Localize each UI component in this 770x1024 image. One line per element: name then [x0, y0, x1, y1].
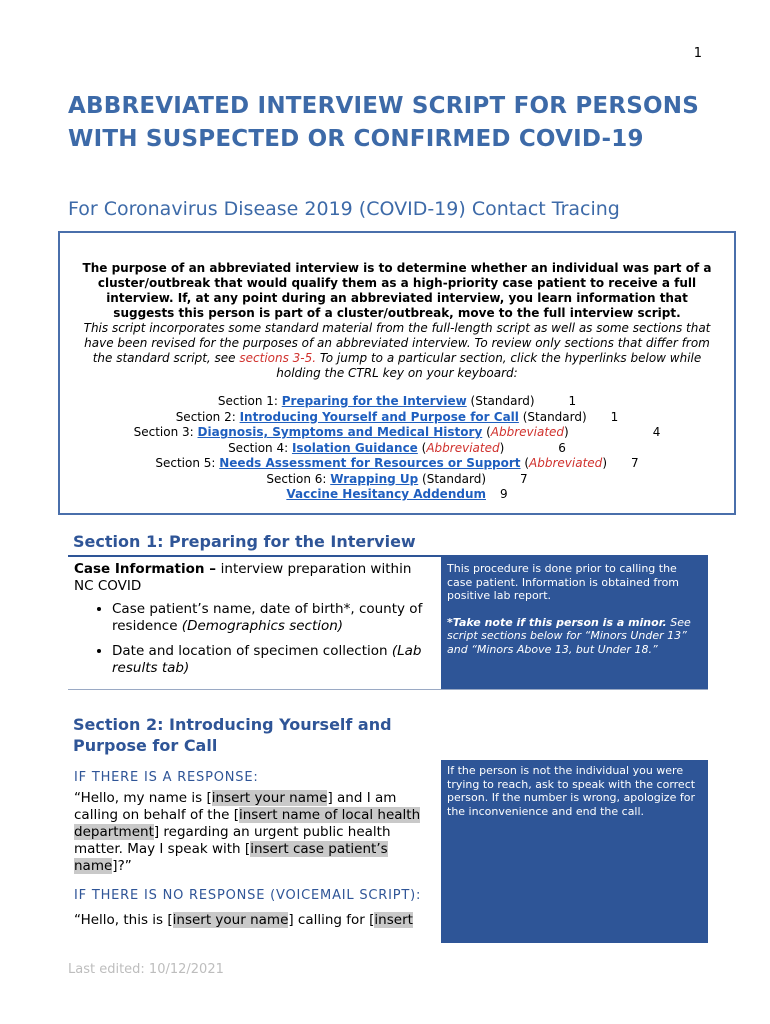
- toc-type: Standard: [426, 471, 482, 486]
- placeholder-highlight: insert your name: [211, 790, 328, 806]
- intro-box: [58, 231, 736, 515]
- toc-row: [74, 394, 720, 410]
- intro-sections-reference: sections 3-5.: [239, 351, 317, 365]
- toc-link[interactable]: Isolation Guidance: [291, 440, 418, 455]
- document-subtitle: For Coronavirus Disease 2019 (COVID-19) Contact Tracing: [68, 198, 620, 220]
- placeholder-highlight: insert: [374, 912, 413, 928]
- toc-section-prefix: Section 3:: [133, 425, 198, 439]
- script-text: ]?”: [112, 858, 132, 874]
- section2-sidebar-text: If the person is not the individual you were trying to reach, ask to speak with the correct person. If the number is wrong, apologize for the inconvenience and end the call.: [447, 764, 696, 818]
- placeholder-highlight: insert case patient’s name: [74, 841, 388, 874]
- toc-type-open: (: [520, 456, 530, 470]
- script-text: “Hello, this is [: [74, 912, 173, 928]
- toc-type-close: ): [529, 394, 535, 408]
- toc-row: [74, 410, 720, 426]
- case-info-label: Case Information –: [74, 561, 221, 577]
- toc-link[interactable]: Preparing for the Interview: [281, 394, 467, 408]
- toc-section-prefix: Section 4:: [228, 440, 292, 455]
- script-text: ] and I am calling on behalf of the [: [74, 790, 397, 823]
- toc-link[interactable]: Needs Assessment for Resources or Support: [219, 456, 521, 470]
- section2-table: [68, 760, 708, 943]
- intro-instructions-part1: This script incorporates some standard material from the full-length script as well as some sections that have been revised for the purposes of an abbreviated interview. To review only sections that differ from the standard script, see: [83, 321, 711, 365]
- bullet-text: Case patient’s name, date of birth*, county of residence: [112, 601, 423, 634]
- toc-row: [74, 487, 720, 503]
- toc-type-open: (: [418, 471, 427, 486]
- toc-type: Abbreviated: [490, 425, 565, 439]
- script-text: ] calling for [: [288, 912, 375, 928]
- script-text: “Hello, my name is [: [74, 790, 212, 806]
- toc-type-close: ): [602, 456, 607, 470]
- voicemail-script: [74, 912, 433, 929]
- minor-note-italic: See script sections below for “Minors Under 13” and “Minors Above 13, but Under 18.”: [447, 615, 691, 656]
- toc-link[interactable]: Introducing Yourself and Purpose for Call: [239, 409, 519, 424]
- no-response-heading: IF THERE IS NO RESPONSE (VOICEMAIL SCRIPT):: [74, 888, 422, 903]
- toc-type-open: (: [417, 440, 427, 455]
- case-information: [74, 561, 433, 595]
- toc-type: Standard: [527, 409, 582, 424]
- toc-type: Standard: [475, 394, 530, 408]
- bullet-italic: (Demographics section): [181, 618, 344, 634]
- response-heading: IF THERE IS A RESPONSE:: [74, 770, 259, 785]
- document-title: ABBREVIATED INTERVIEW SCRIPT FOR PERSONS WITH SUSPECTED OR CONFIRMED COVID-19: [68, 93, 699, 152]
- toc-type: Abbreviated: [529, 456, 603, 470]
- toc-row: [74, 456, 720, 472]
- toc-type-open: (: [482, 425, 491, 439]
- toc-link[interactable]: Vaccine Hesitancy Addendum: [286, 487, 486, 501]
- last-edited-footer: Last edited: 10/12/2021: [68, 962, 224, 977]
- toc-row: [74, 441, 720, 457]
- toc-type-close: ): [499, 440, 505, 455]
- toc-page-number: 7: [520, 471, 528, 486]
- toc-page-number: 4: [652, 425, 661, 439]
- toc-row: [74, 472, 720, 488]
- script-text: ] regarding an urgent public health matter. May I speak with [: [74, 824, 391, 857]
- placeholder-highlight: insert your name: [172, 912, 289, 928]
- case-info-text: interview preparation within NC COVID: [74, 561, 412, 594]
- section2-main: [68, 760, 441, 943]
- section1-sidebar-text: This procedure is done prior to calling the case patient. Information is obtained from positive lab report.: [447, 562, 680, 602]
- section1-sidebar: [441, 557, 708, 689]
- intro-instructions-part2: To jump to a particular section, click the hyperlinks below while holding the CTRL key on your keyboard:: [276, 351, 702, 380]
- toc-page-number: 1: [610, 409, 619, 424]
- intro-instructions: [74, 321, 720, 381]
- toc-type-close: ): [564, 425, 569, 439]
- minor-note: [447, 616, 702, 657]
- table-of-contents: [74, 394, 720, 503]
- case-info-list: [74, 601, 433, 677]
- toc-link[interactable]: Wrapping Up: [330, 471, 419, 486]
- toc-section-prefix: Section 2:: [175, 409, 240, 424]
- toc-page-number: 1: [568, 394, 577, 408]
- toc-page-number: 9: [500, 487, 508, 501]
- bullet-text: Date and location of specimen collection: [112, 643, 392, 659]
- toc-type-open: (: [466, 394, 476, 408]
- section2-sidebar: [441, 760, 708, 943]
- list-item: [112, 601, 433, 635]
- toc-section-prefix: Section 6:: [266, 471, 331, 486]
- response-script: [74, 790, 433, 875]
- section2-heading: Section 2: Introducing Yourself and Purpose for Call: [73, 715, 392, 755]
- section1-main: [68, 557, 441, 689]
- toc-section-prefix: Section 5:: [155, 456, 220, 470]
- minor-note-bold: *Take note if this person is a minor.: [447, 615, 667, 629]
- toc-section-prefix: Section 1:: [217, 394, 282, 408]
- intro-purpose-text: The purpose of an abbreviated interview is to determine whether an individual was part of a cluster/outbreak that would qualify them as a high-priority case patient to receive a full interview. If, at any point during an abbreviated interview, you learn information that suggests this person is part of a cluster/outbreak, move to the full interview script.: [82, 261, 712, 320]
- toc-type-close: ): [581, 409, 587, 424]
- page-number: 1: [693, 46, 702, 61]
- section1-heading: Section 1: Preparing for the Interview: [73, 532, 416, 551]
- section1-table: [68, 555, 708, 690]
- toc-type-close: ): [481, 471, 486, 486]
- toc-type-open: (: [518, 409, 528, 424]
- list-item: [112, 643, 433, 677]
- placeholder-highlight: insert name of local health department: [74, 807, 421, 840]
- toc-type: Abbreviated: [426, 440, 500, 455]
- toc-page-number: 7: [631, 456, 639, 470]
- bullet-italic: (Lab results tab): [112, 643, 422, 676]
- toc-page-number: 6: [558, 440, 566, 455]
- toc-row: [74, 425, 720, 441]
- toc-link[interactable]: Diagnosis, Symptoms and Medical History: [197, 425, 483, 439]
